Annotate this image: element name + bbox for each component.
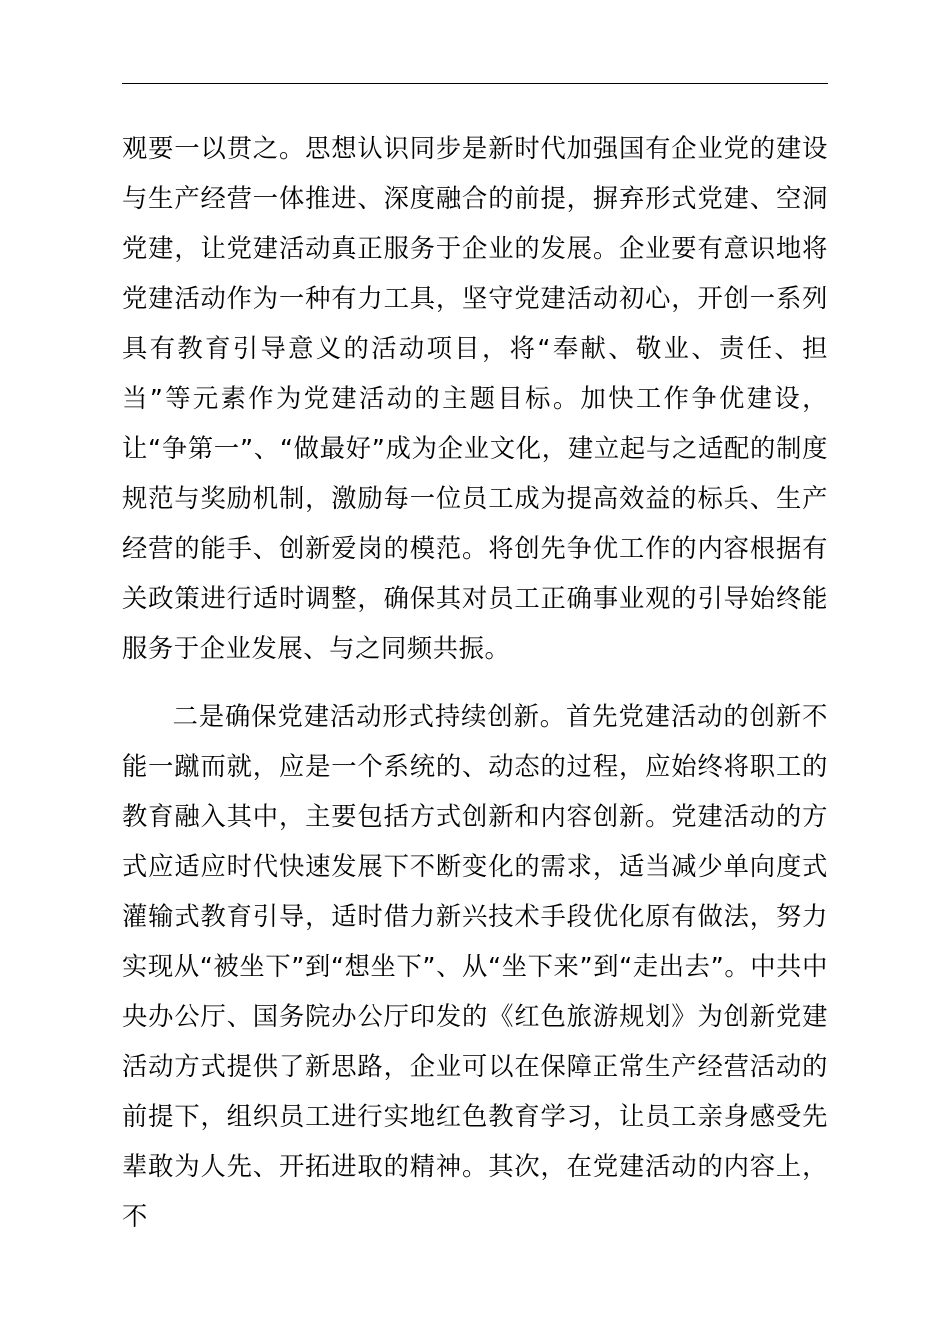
header-rule <box>122 83 828 84</box>
body-text <box>122 124 828 1242</box>
paragraph-1: 观要一以贯之。思想认识同步是新时代加强国有企业党的建设与生产经营一体推进、深度融合的前提，摒弃形式党建、空洞党建，让党建活动真正服务于企业的发展。企业要有意识地将党建活动作为一种有力工具，坚守党建活动初心，开创一系列具有教育引导意义的活动项目，将“奉献、敬业、责任、担当”等元素作为党建活动的主题目标。加快工作争优建设，让“争第一”、“做最好”成为企业文化，建立起与之适配的制度规范与奖励机制，激励每一位员工成为提高效益的标兵、生产经营的能手、创新爱岗的模范。将创先争优工作的内容根据有关政策进行适时调整，确保其对员工正确事业观的引导始终能服务于企业发展、与之同频共振。 <box>122 134 828 663</box>
paragraph-2: 二是确保党建活动形式持续创新。首先党建活动的创新不能一蹴而就，应是一个系统的、动态的过程，应始终将职工的教育融入其中，主要包括方式创新和内容创新。党建活动的方式应适应时代快速发展下不断变化的需求，适当减少单向度式灌输式教育引导，适时借力新兴技术手段优化原有做法，努力实现从“被坐下”到“想坐下”、从“坐下来”到“走出去”。中共中央办公厅、国务院办公厅印发的《红色旅游规划》为创新党建活动方式提供了新思路，企业可以在保障正常生产经营活动的前提下，组织员工进行实地红色教育学习，让员工亲身感受先辈敢为人先、开拓进取的精神。其次，在党建活动的内容上，不 <box>122 702 828 1231</box>
